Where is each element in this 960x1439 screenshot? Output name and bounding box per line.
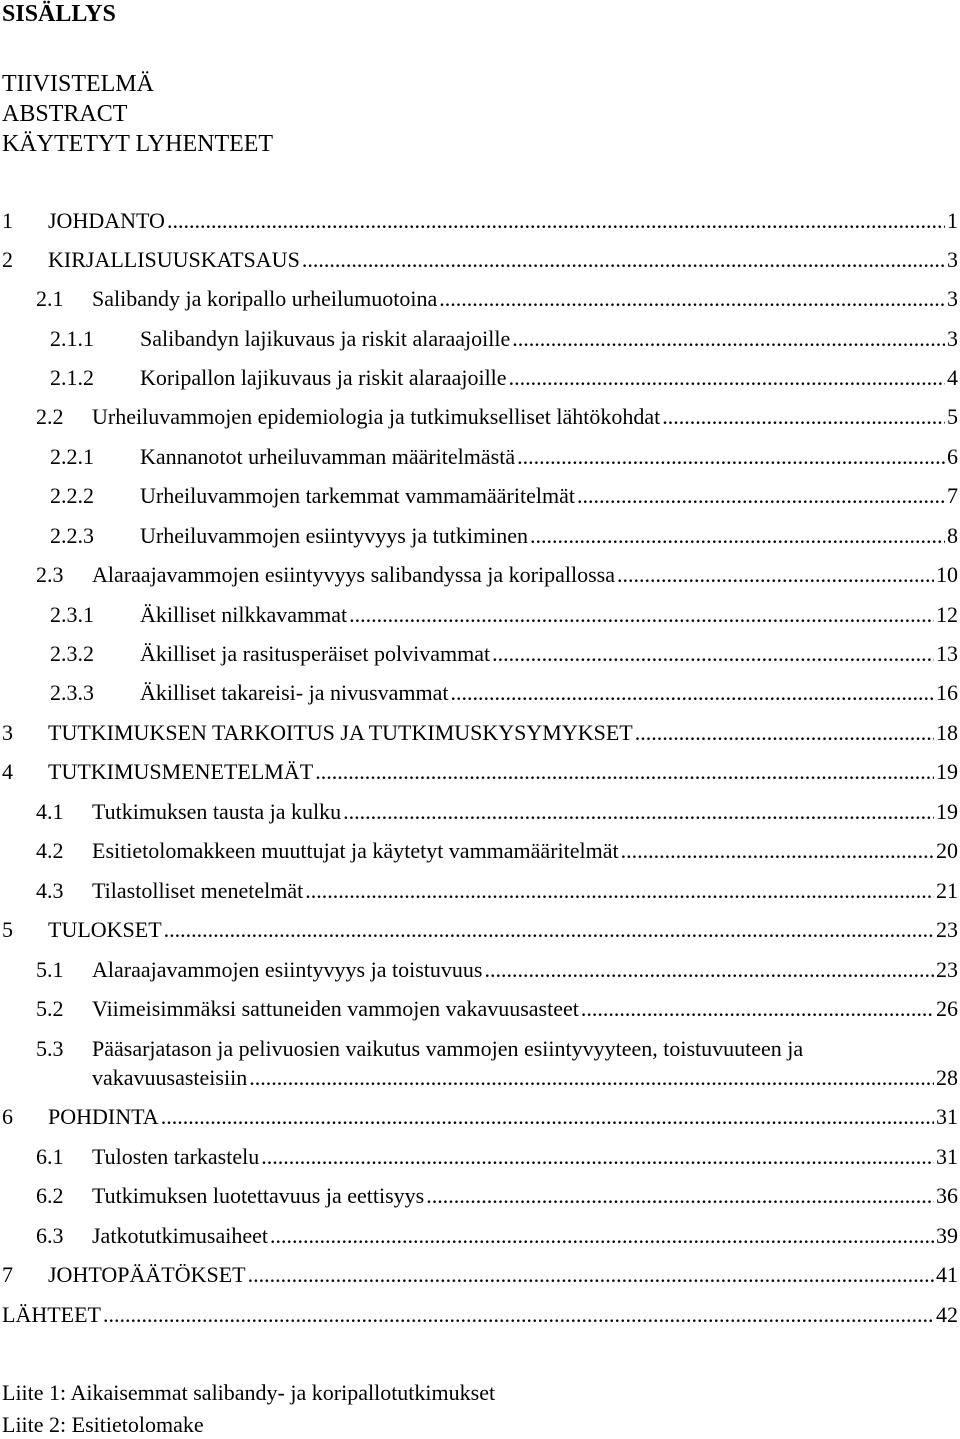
toc-entry-first-line[interactable] bbox=[36, 1035, 958, 1063]
toc-dot-leader bbox=[349, 601, 934, 629]
toc-dot-leader bbox=[161, 1103, 934, 1131]
toc-entry-number: 2.3.3 bbox=[50, 680, 94, 705]
toc-entry-page: 6 bbox=[947, 444, 958, 469]
toc-dot-leader bbox=[617, 561, 934, 589]
toc-entry-title: KIRJALLISUUSKATSAUS bbox=[48, 247, 300, 272]
toc-dot-leader bbox=[103, 1301, 934, 1329]
toc-entry-page: 41 bbox=[936, 1262, 958, 1287]
toc-entry[interactable] bbox=[36, 798, 958, 826]
toc-entry-page: 7 bbox=[947, 483, 958, 508]
toc-entry-number: 5.3 bbox=[36, 1036, 64, 1061]
toc-dot-leader bbox=[343, 798, 934, 826]
toc-entry[interactable] bbox=[2, 246, 958, 274]
page-title: SISÄLLYS bbox=[2, 1, 116, 27]
toc-dot-leader bbox=[167, 207, 945, 235]
toc-entry-title: Esitietolomakkeen muuttujat ja käytetyt vammamääritelmät bbox=[92, 838, 619, 863]
toc-entry-title: TUTKIMUSMENETELMÄT bbox=[48, 759, 314, 784]
toc-entry-number: 2.1 bbox=[36, 286, 64, 311]
toc-entry[interactable] bbox=[50, 364, 958, 392]
toc-entry-page: 10 bbox=[936, 562, 958, 587]
toc-dot-leader bbox=[261, 1143, 934, 1171]
toc-entry-title: Äkilliset nilkkavammat bbox=[140, 602, 348, 627]
toc-entry[interactable] bbox=[2, 1261, 958, 1289]
toc-entry-title: LÄHTEET bbox=[2, 1302, 101, 1327]
toc-entry-page: 1 bbox=[947, 208, 958, 233]
toc-entry[interactable] bbox=[2, 1301, 958, 1329]
toc-entry-title: Salibandyn lajikuvaus ja riskit alaraajoille bbox=[140, 326, 511, 351]
toc-entry[interactable] bbox=[36, 1143, 958, 1171]
toc-entry-number: 7 bbox=[2, 1262, 13, 1287]
toc-entry[interactable] bbox=[36, 837, 958, 865]
toc-entry-title: TUTKIMUKSEN TARKOITUS JA TUTKIMUSKYSYMYKSET bbox=[48, 720, 633, 745]
toc-entry-title: POHDINTA bbox=[48, 1104, 159, 1129]
toc-entry[interactable] bbox=[2, 758, 958, 786]
toc-dot-leader bbox=[577, 482, 945, 510]
toc-entry-page: 21 bbox=[936, 878, 958, 903]
toc-entry-page: 19 bbox=[936, 799, 958, 824]
toc-entry-title: Koripallon lajikuvaus ja riskit alaraajoille bbox=[140, 365, 507, 390]
toc-entry-page: 28 bbox=[936, 1065, 958, 1090]
toc-entry-title: Viimeisimmäksi sattuneiden vammojen vakavuusasteet bbox=[92, 996, 579, 1021]
toc-dot-leader bbox=[517, 443, 945, 471]
toc-entry-number: 6.3 bbox=[36, 1223, 64, 1248]
toc-entry-title: vakavuusasteisiin bbox=[92, 1065, 248, 1090]
toc-entry-page: 20 bbox=[936, 838, 958, 863]
toc-entry-number: 3 bbox=[2, 720, 13, 745]
toc-entry-page: 18 bbox=[936, 720, 958, 745]
toc-dot-leader bbox=[315, 758, 934, 786]
toc-entry-page: 23 bbox=[936, 957, 958, 982]
toc-entry-page: 3 bbox=[947, 247, 958, 272]
toc-dot-leader bbox=[270, 1222, 934, 1250]
front-matter-abstract-en: ABSTRACT bbox=[2, 101, 128, 127]
toc-dot-leader bbox=[509, 364, 945, 392]
toc-entry[interactable] bbox=[50, 601, 958, 629]
toc-entry-number: 2.3 bbox=[36, 562, 64, 587]
toc-entry[interactable] bbox=[2, 1103, 958, 1131]
toc-dot-leader bbox=[635, 719, 934, 747]
toc-entry-page: 3 bbox=[947, 326, 958, 351]
toc-entry-title: JOHTOPÄÄTÖKSET bbox=[48, 1262, 246, 1287]
toc-entry-page: 12 bbox=[936, 602, 958, 627]
toc-dot-leader bbox=[249, 1064, 934, 1092]
toc-dot-leader bbox=[302, 246, 945, 274]
toc-entry[interactable] bbox=[36, 1182, 958, 1210]
toc-entry-page: 36 bbox=[936, 1183, 958, 1208]
toc-entry-title: Jatkotutkimusaiheet bbox=[92, 1223, 268, 1248]
toc-entry[interactable] bbox=[36, 403, 958, 431]
front-matter-abbreviations: KÄYTETYT LYHENTEET bbox=[2, 131, 274, 157]
toc-entry[interactable] bbox=[36, 956, 958, 984]
toc-entry[interactable] bbox=[2, 207, 958, 235]
toc-entry-number: 2.2 bbox=[36, 404, 64, 429]
toc-entry[interactable] bbox=[36, 877, 958, 905]
toc-entry-page: 19 bbox=[936, 759, 958, 784]
toc-entry-number: 5 bbox=[2, 917, 13, 942]
toc-entry-number: 2.1.1 bbox=[50, 326, 94, 351]
toc-entry-page: 16 bbox=[936, 680, 958, 705]
toc-entry-page: 3 bbox=[947, 286, 958, 311]
front-matter-abstract-fi: TIIVISTELMÄ bbox=[2, 71, 154, 97]
toc-entry-number: 1 bbox=[2, 208, 13, 233]
toc-entry-page: 31 bbox=[936, 1144, 958, 1169]
toc-dot-leader bbox=[492, 640, 934, 668]
toc-entry-page: 13 bbox=[936, 641, 958, 666]
toc-entry[interactable] bbox=[50, 679, 958, 707]
toc-dot-leader bbox=[426, 1182, 934, 1210]
toc-entry[interactable] bbox=[36, 561, 958, 589]
toc-entry[interactable] bbox=[50, 640, 958, 668]
toc-entry-title: Urheiluvammojen esiintyvyys ja tutkiminen bbox=[140, 523, 528, 548]
toc-entry-number: 4.3 bbox=[36, 878, 64, 903]
toc-entry[interactable] bbox=[36, 1222, 958, 1250]
toc-entry-number: 6.1 bbox=[36, 1144, 64, 1169]
toc-entry-number: 2.3.2 bbox=[50, 641, 94, 666]
toc-entry[interactable] bbox=[36, 995, 958, 1023]
toc-entry-page: 5 bbox=[947, 404, 958, 429]
toc-entry-title: TULOKSET bbox=[48, 917, 162, 942]
toc-entry-number: 4 bbox=[2, 759, 13, 784]
toc-entry[interactable] bbox=[36, 1064, 958, 1092]
toc-entry-number: 6.2 bbox=[36, 1183, 64, 1208]
toc-dot-leader bbox=[581, 995, 934, 1023]
toc-entry-title: Salibandy ja koripallo urheilumuotoina bbox=[92, 286, 438, 311]
toc-entry-page: 8 bbox=[947, 523, 958, 548]
toc-entry-title: Tutkimuksen luotettavuus ja eettisyys bbox=[92, 1183, 425, 1208]
toc-entry[interactable] bbox=[36, 285, 958, 313]
toc-dot-leader bbox=[621, 837, 934, 865]
toc-entry-title: Urheiluvammojen epidemiologia ja tutkimukselliset lähtökohdat bbox=[92, 404, 661, 429]
toc-entry[interactable] bbox=[2, 719, 958, 747]
toc-entry-number: 5.2 bbox=[36, 996, 64, 1021]
toc-entry-page: 23 bbox=[936, 917, 958, 942]
appendix-2: Liite 2: Esitietolomake bbox=[2, 1412, 204, 1437]
toc-entry-number: 6 bbox=[2, 1104, 13, 1129]
toc-dot-leader bbox=[305, 877, 934, 905]
toc-entry-number: 4.1 bbox=[36, 799, 64, 824]
toc-entry-title: JOHDANTO bbox=[48, 208, 165, 233]
toc-entry-title: Urheiluvammojen tarkemmat vammamääritelmät bbox=[140, 483, 575, 508]
toc-entry-title: Alaraajavammojen esiintyvyys ja toistuvuus bbox=[92, 957, 483, 982]
toc-entry-page: 31 bbox=[936, 1104, 958, 1129]
toc-entry[interactable] bbox=[50, 482, 958, 510]
toc-entry-page: 42 bbox=[936, 1302, 958, 1327]
toc-dot-leader bbox=[439, 285, 945, 313]
toc-entry-number: 2.3.1 bbox=[50, 602, 94, 627]
appendix-1: Liite 1: Aikaisemmat salibandy- ja koripallotutkimukset bbox=[2, 1380, 496, 1405]
toc-entry[interactable] bbox=[50, 522, 958, 550]
toc-entry-number: 2.1.2 bbox=[50, 365, 94, 390]
toc-entry-title: Tulosten tarkastelu bbox=[92, 1144, 260, 1169]
toc-entry[interactable] bbox=[50, 325, 958, 353]
toc-entry-title: Äkilliset takareisi- ja nivusvammat bbox=[140, 680, 449, 705]
toc-entry[interactable] bbox=[2, 916, 958, 944]
toc-entry-title: Alaraajavammojen esiintyvyys salibandyssa ja koripallossa bbox=[92, 562, 615, 587]
toc-dot-leader bbox=[484, 956, 934, 984]
toc-dot-leader bbox=[530, 522, 945, 550]
toc-entry-number: 2 bbox=[2, 247, 13, 272]
toc-entry-number: 5.1 bbox=[36, 957, 64, 982]
toc-entry-page: 26 bbox=[936, 996, 958, 1021]
toc-entry[interactable] bbox=[50, 443, 958, 471]
toc-entry-number: 2.2.3 bbox=[50, 523, 94, 548]
toc-entry-title: Tilastolliset menetelmät bbox=[92, 878, 304, 903]
toc-entry-title: Kannanotot urheiluvamman määritelmästä bbox=[140, 444, 516, 469]
toc-entry-title: Tutkimuksen tausta ja kulku bbox=[92, 799, 342, 824]
toc-dot-leader bbox=[451, 679, 934, 707]
toc-entry-number: 4.2 bbox=[36, 838, 64, 863]
toc-dot-leader bbox=[512, 325, 945, 353]
toc-dot-leader bbox=[662, 403, 945, 431]
toc-entry-number: 2.2.2 bbox=[50, 483, 94, 508]
toc-entry-title: Äkilliset ja rasitusperäiset polvivammat bbox=[140, 641, 491, 666]
toc-entry-title-line1: Pääsarjatason ja pelivuosien vaikutus vammojen esiintyvyyteen, toistuvuuteen ja bbox=[92, 1036, 804, 1061]
toc-dot-leader bbox=[164, 916, 934, 944]
toc-entry-page: 4 bbox=[947, 365, 958, 390]
toc-entry-page: 39 bbox=[936, 1223, 958, 1248]
toc-entry-number: 2.2.1 bbox=[50, 444, 94, 469]
toc-dot-leader bbox=[248, 1261, 934, 1289]
